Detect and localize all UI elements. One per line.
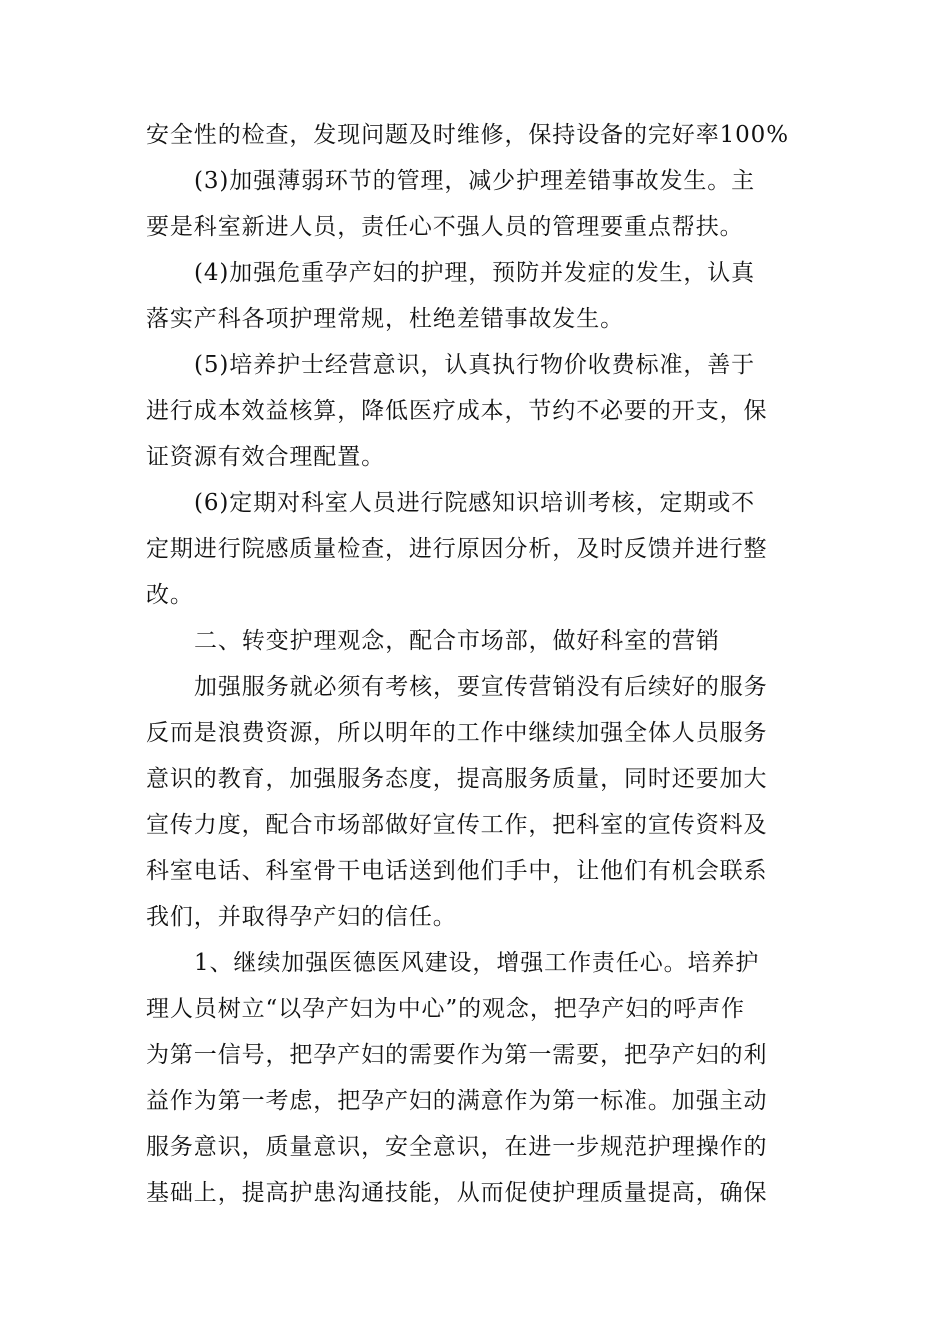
text-line: 意识的教育，加强服务态度，提高服务质量，同时还要加大 bbox=[146, 766, 768, 792]
text-line: 改。 bbox=[146, 582, 194, 608]
text-line: 1、继续加强医德医风建设，增强工作责任心。培养护 bbox=[194, 950, 760, 976]
text-line: 益作为第一考虑，把孕产妇的满意作为第一标准。加强主动 bbox=[146, 1088, 768, 1114]
text-line: 证资源有效合理配置。 bbox=[146, 444, 385, 470]
text-line: 安全性的检查，发现问题及时维修，保持设备的完好率100% bbox=[146, 122, 789, 148]
text-line: 加强服务就必须有考核，要宣传营销没有后续好的服务 bbox=[194, 674, 768, 700]
text-line: (4)加强危重孕产妇的护理，预防并发症的发生，认真 bbox=[194, 260, 756, 286]
text-line: 理人员树立“以孕产妇为中心”的观念，把孕产妇的呼声作 bbox=[146, 996, 745, 1022]
text-line: 服务意识，质量意识，安全意识，在进一步规范护理操作的 bbox=[146, 1134, 768, 1160]
text-line: 宣传力度，配合市场部做好宣传工作，把科室的宣传资料及 bbox=[146, 812, 768, 838]
text-line: (6)定期对科室人员进行院感知识培训考核，定期或不 bbox=[194, 490, 756, 516]
text-line: 定期进行院感质量检查，进行原因分析，及时反馈并进行整 bbox=[146, 536, 768, 562]
text-line: (3)加强薄弱环节的管理，减少护理差错事故发生。主 bbox=[194, 168, 756, 194]
text-line: 落实产科各项护理常规，杜绝差错事故发生。 bbox=[146, 306, 624, 332]
text-line: 我们，并取得孕产妇的信任。 bbox=[146, 904, 457, 930]
text-line: 科室电话、科室骨干电话送到他们手中，让他们有机会联系 bbox=[146, 858, 768, 884]
text-line: 反而是浪费资源，所以明年的工作中继续加强全体人员服务 bbox=[146, 720, 768, 746]
text-line: 为第一信号，把孕产妇的需要作为第一需要，把孕产妇的利 bbox=[146, 1042, 768, 1068]
text-line: 二、转变护理观念，配合市场部，做好科室的营销 bbox=[194, 628, 720, 654]
text-line: 基础上，提高护患沟通技能，从而促使护理质量提高，确保 bbox=[146, 1180, 768, 1206]
text-line: (5)培养护士经营意识，认真执行物价收费标准，善于 bbox=[194, 352, 756, 378]
document-body bbox=[146, 112, 836, 1216]
text-line: 要是科室新进人员，责任心不强人员的管理要重点帮扶。 bbox=[146, 214, 744, 240]
text-line: 进行成本效益核算，降低医疗成本，节约不必要的开支，保 bbox=[146, 398, 768, 424]
